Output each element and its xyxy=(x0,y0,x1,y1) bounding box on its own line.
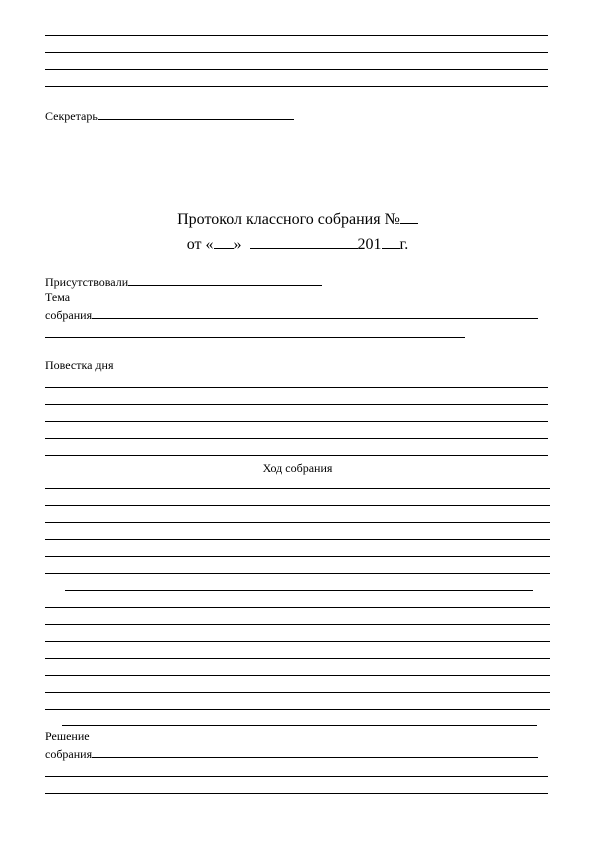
progress-rule-11 xyxy=(45,658,550,659)
secretary-label: Секретарь xyxy=(45,109,98,123)
decision-label-2: собрания xyxy=(45,747,93,761)
progress-rule-9 xyxy=(45,624,550,625)
secretary-field[interactable] xyxy=(98,108,294,120)
agenda-rule-3 xyxy=(45,421,548,422)
agenda-rule-2 xyxy=(45,404,548,405)
decision-rule-3 xyxy=(45,793,548,794)
protocol-number-field[interactable] xyxy=(400,209,418,224)
topic-label-2: собрания xyxy=(45,308,93,322)
agenda-rule-1 xyxy=(45,387,548,388)
decision-rule-2 xyxy=(45,776,548,777)
progress-rule-10 xyxy=(45,641,550,642)
agenda-rule-4 xyxy=(45,438,548,439)
top-rule-1 xyxy=(45,35,548,36)
present-label: Присутствовали xyxy=(45,275,129,289)
date-year-field[interactable] xyxy=(382,234,400,249)
document-title xyxy=(0,209,595,229)
present-field[interactable] xyxy=(128,274,322,286)
progress-rule-1 xyxy=(45,488,550,489)
progress-rule-4 xyxy=(45,539,550,540)
date-prefix: от « xyxy=(186,236,214,253)
date-month-field[interactable] xyxy=(250,234,358,249)
date-day-field[interactable] xyxy=(214,234,234,249)
agenda-rule-5 xyxy=(45,455,548,456)
progress-rule-6 xyxy=(45,573,550,574)
title-line1-text: Протокол классного собрания № xyxy=(177,211,400,228)
decision-label-1: Решение xyxy=(45,729,90,743)
progress-rule-15 xyxy=(62,725,537,726)
agenda-label: Повестка дня xyxy=(45,358,114,372)
date-mid: » xyxy=(233,236,242,253)
present-line xyxy=(45,274,322,289)
progress-rule-7 xyxy=(65,590,533,591)
top-rule-3 xyxy=(45,69,548,70)
progress-rule-13 xyxy=(45,692,550,693)
topic-line xyxy=(45,307,538,322)
top-rule-4 xyxy=(45,86,548,87)
secretary-line xyxy=(45,108,294,123)
date-year: 201 xyxy=(357,236,382,253)
progress-rule-3 xyxy=(45,522,550,523)
decision-line xyxy=(45,746,538,761)
progress-rule-12 xyxy=(45,675,550,676)
topic-field[interactable] xyxy=(92,307,538,319)
progress-rule-8 xyxy=(45,607,550,608)
document-date-line xyxy=(0,234,595,254)
top-rule-2 xyxy=(45,52,548,53)
date-suffix: г. xyxy=(399,236,409,253)
topic-label-1: Тема xyxy=(45,290,71,304)
progress-rule-2 xyxy=(45,505,550,506)
decision-field[interactable] xyxy=(92,746,538,758)
progress-rule-14 xyxy=(45,709,550,710)
progress-rule-5 xyxy=(45,556,550,557)
topic-rule-2 xyxy=(45,337,465,338)
progress-label: Ход собрания xyxy=(262,461,333,475)
